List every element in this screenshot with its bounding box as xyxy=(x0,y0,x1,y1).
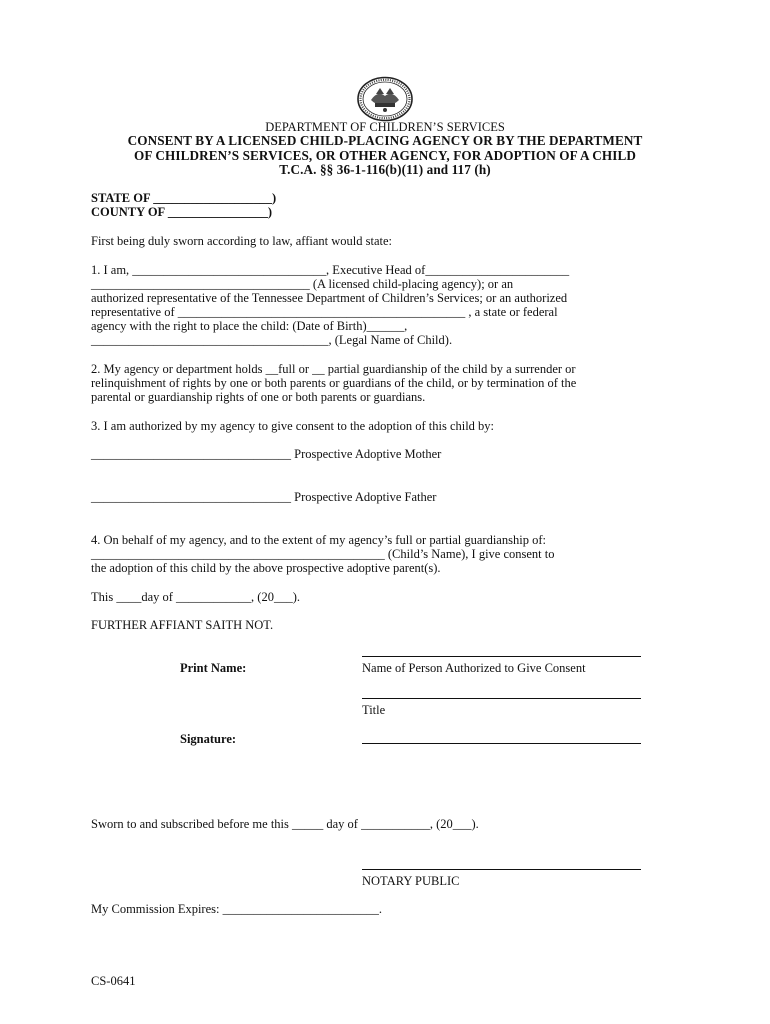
para2-line: relinquishment of rights by one or both parents or guardians of the child, or by termination of the xyxy=(91,376,577,390)
para1-line: agency with the right to place the child: (Date of Birth)______, xyxy=(91,319,408,333)
tennessee-state-seal-icon xyxy=(356,76,414,122)
county-of-line: COUNTY OF ________________) xyxy=(91,205,273,219)
form-title-line-2: OF CHILDREN’S SERVICES, OR OTHER AGENCY, FOR ADOPTION OF A CHILD xyxy=(133,148,636,163)
prospective-adoptive-father-line: ________________________________ Prospective Adoptive Father xyxy=(91,490,437,504)
further-affiant-statement: FURTHER AFFIANT SAITH NOT. xyxy=(91,618,274,632)
para1-line: 1. I am, _______________________________, Executive Head of_______________________ xyxy=(91,263,570,277)
signature-underline xyxy=(362,743,641,744)
commission-expires-line: My Commission Expires: _________________________. xyxy=(91,902,382,916)
form-title-line-1: CONSENT BY A LICENSED CHILD-PLACING AGENCY OR BY THE DEPARTMENT xyxy=(127,133,643,148)
department-name: DEPARTMENT OF CHILDREN’S SERVICES xyxy=(265,120,505,134)
para1-line: authorized representative of the Tennessee Department of Children’s Services; or an authorized xyxy=(91,291,568,305)
title-underline xyxy=(362,698,641,699)
para2-line: parental or guardianship rights of one or both parents or guardians. xyxy=(91,390,426,404)
sworn-statement: Sworn to and subscribed before me this _____ day of ___________, (20___). xyxy=(91,817,479,831)
notary-public-caption: NOTARY PUBLIC xyxy=(362,874,460,888)
prospective-adoptive-mother-line: ________________________________ Prospective Adoptive Mother xyxy=(91,447,442,461)
para1-line: ___________________________________ (A licensed child-placing agency); or an xyxy=(91,277,514,291)
para3-statement: 3. I am authorized by my agency to give consent to the adoption of this child by: xyxy=(91,419,495,433)
print-name-caption: Name of Person Authorized to Give Consent xyxy=(362,661,586,675)
print-name-underline xyxy=(362,656,641,657)
title-caption: Title xyxy=(362,703,386,717)
state-of-line: STATE OF ___________________) xyxy=(91,191,277,205)
intro-statement: First being duly sworn according to law, affiant would state: xyxy=(91,234,392,248)
form-number: CS-0641 xyxy=(91,974,136,988)
para4-line: the adoption of this child by the above prospective adoptive parent(s). xyxy=(91,561,441,575)
para4-line: 4. On behalf of my agency, and to the extent of my agency’s full or partial guardianship of: xyxy=(91,533,546,547)
notary-signature-underline xyxy=(362,869,641,870)
para1-line: ______________________________________, (Legal Name of Child). xyxy=(91,333,453,347)
date-line: This ____day of ____________, (20___). xyxy=(91,590,301,604)
para2-line: 2. My agency or department holds __full or __ partial guardianship of the child by a surrender or xyxy=(91,362,576,376)
statute-citation: T.C.A. §§ 36-1-116(b)(11) and 117 (h) xyxy=(279,162,491,177)
signature-label: Signature: xyxy=(180,732,237,746)
para4-line: _______________________________________________ (Child’s Name), I give consent to xyxy=(91,547,555,561)
print-name-label: Print Name: xyxy=(180,661,247,675)
para1-line: representative of ______________________________________________ , a state or federal xyxy=(91,305,558,319)
